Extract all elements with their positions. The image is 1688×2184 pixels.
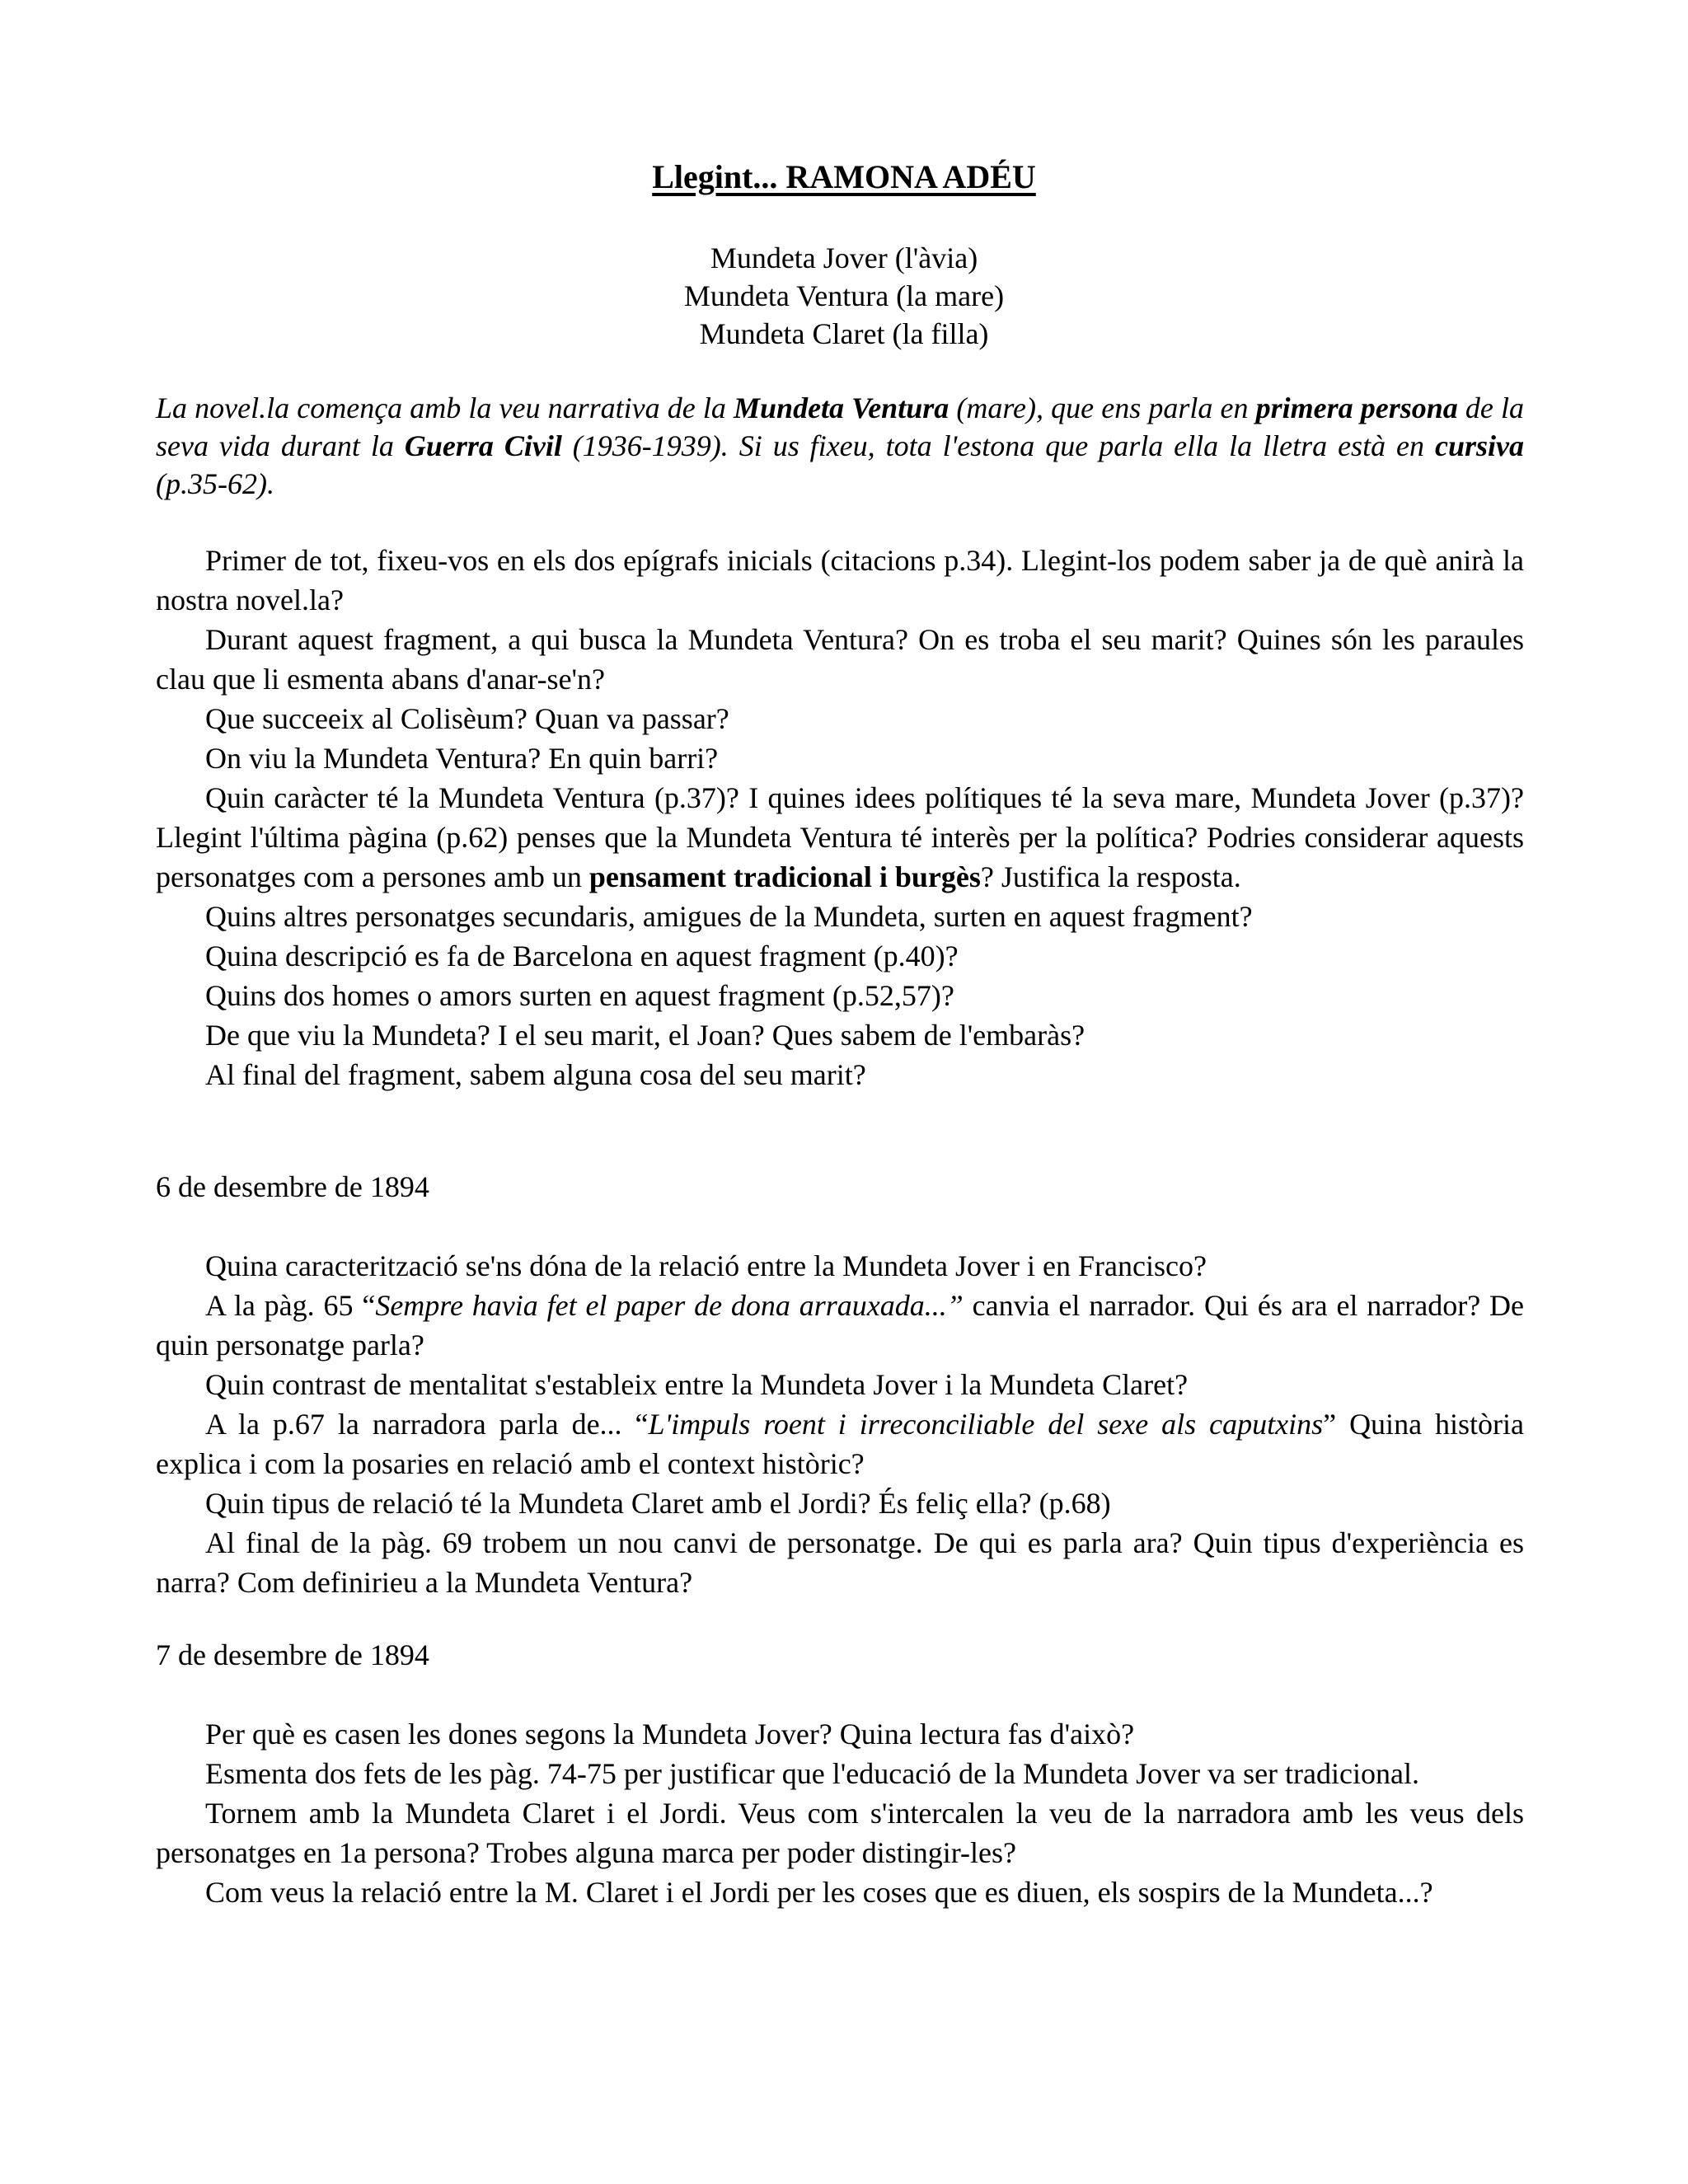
question: Quina caracterització se'ns dóna de la relació entre la Mundeta Jover i en Francisco?	[205, 1249, 1207, 1282]
intro-text: (p.35-62).	[156, 467, 274, 500]
question: Esmenta dos fets de les pàg. 74-75 per justificar que l'educació de la Mundeta Jover va ser tradicional.	[205, 1757, 1419, 1790]
question: Quin contrast de mentalitat s'estableix entre la Mundeta Jover i la Mundeta Claret?	[205, 1368, 1189, 1401]
question: De que viu la Mundeta? I el seu marit, el Joan? Ques sabem de l'embaràs?	[205, 1019, 1085, 1052]
question: Quins dos homes o amors surten en aquest fragment (p.52,57)?	[205, 979, 954, 1012]
section-questions-2	[156, 1246, 1524, 1602]
question-text: ? Justifica la resposta.	[980, 860, 1241, 893]
question: Al final del fragment, sabem alguna cosa del seu marit?	[205, 1058, 866, 1091]
question-text: A la pàg. 65 “	[205, 1289, 376, 1322]
question	[156, 1286, 1524, 1365]
question	[156, 778, 1524, 897]
intro-text: de la seva vida durant la	[156, 391, 1524, 462]
question-text: ” Quina història explica i com la posaries en relació amb el context històric?	[156, 1408, 1524, 1480]
question: Durant aquest fragment, a qui busca la Mundeta Ventura? On es troba el seu marit? Quines són les paraules clau que li esmenta abans d'anar-se'n?	[156, 623, 1524, 696]
question-text: Quin caràcter té la Mundeta Ventura (p.37)? I quines idees polítiques té la seva mare, Mundeta Jover (p.37)? Llegint l'última pàgina (p.62) penses que la Mundeta Ventura té interès per la política? Podries considerar aquests personatges com a persones amb un	[156, 781, 1524, 893]
question: Com veus la relació entre la M. Claret i el Jordi per les coses que es diuen, els sospirs de la Mundeta...?	[205, 1876, 1433, 1909]
intro-bold: primera persona	[1255, 391, 1458, 424]
character-item: Mundeta Jover (l'àvia)	[710, 241, 978, 274]
intro-bold: Mundeta Ventura	[734, 391, 950, 424]
question-bold: pensament tradicional i burgès	[588, 860, 981, 893]
question: Quins altres personatges secundaris, amigues de la Mundeta, surten en aquest fragment?	[205, 900, 1253, 933]
question: On viu la Mundeta Ventura? En quin barri?	[205, 742, 719, 775]
question	[156, 1404, 1524, 1483]
date-heading-1: 6 de desembre de 1894	[156, 1170, 429, 1203]
intro-text: (mare), que ens parla en	[949, 391, 1256, 424]
question: Que succeeix al Colisèum? Quan va passar?	[205, 702, 729, 735]
question: Tornem amb la Mundeta Claret i el Jordi. Veus com s'intercalen la veu de la narradora amb les veus dels personatges en 1a persona? Trobes alguna marca per poder distingir-les?	[156, 1797, 1524, 1869]
page-title	[0, 157, 1688, 198]
question: Quin tipus de relació té la Mundeta Claret amb el Jordi? És feliç ella? (p.68)	[205, 1487, 1111, 1520]
intro-text: La novel.la comença amb la veu narrativa de la	[156, 391, 734, 424]
question-text: A la p.67 la narradora parla de... “	[205, 1408, 649, 1441]
character-list	[0, 239, 1688, 353]
question-text: canvia el narrador. Qui és ara el narrador? De quin personatge parla?	[156, 1289, 1524, 1361]
title-text: Llegint... RAMONA ADÉU	[652, 158, 1036, 195]
section-questions-1	[156, 541, 1524, 1094]
question: Primer de tot, fixeu-vos en els dos epígrafs inicials (citacions p.34). Llegint-los podem saber ja de què anirà la nostra novel.la?	[156, 544, 1524, 616]
question: Per què es casen les dones segons la Mundeta Jover? Quina lectura fas d'això?	[205, 1718, 1135, 1750]
intro-bold: Guerra Civil	[404, 429, 562, 462]
character-item: Mundeta Ventura (la mare)	[683, 279, 1005, 312]
intro-bold: cursiva	[1434, 429, 1524, 462]
date-heading-2: 7 de desembre de 1894	[156, 1638, 429, 1671]
intro-paragraph	[156, 389, 1524, 503]
intro-text: (1936-1939). Si us fixeu, tota l'estona que parla ella la lletra està en	[561, 429, 1435, 462]
section-questions-3	[156, 1714, 1524, 1912]
question-quote: Sempre havia fet el paper de dona arrauxada...”	[375, 1289, 964, 1322]
question-quote: L'impuls roent i irreconciliable del sexe als caputxins	[648, 1408, 1324, 1441]
character-item: Mundeta Claret (la filla)	[699, 317, 989, 350]
question: Quina descripció es fa de Barcelona en aquest fragment (p.40)?	[205, 940, 959, 972]
question: Al final de la pàg. 69 trobem un nou canvi de personatge. De qui es parla ara? Quin tipus d'experiència es narra? Com definirieu a la Mundeta Ventura?	[156, 1526, 1524, 1599]
